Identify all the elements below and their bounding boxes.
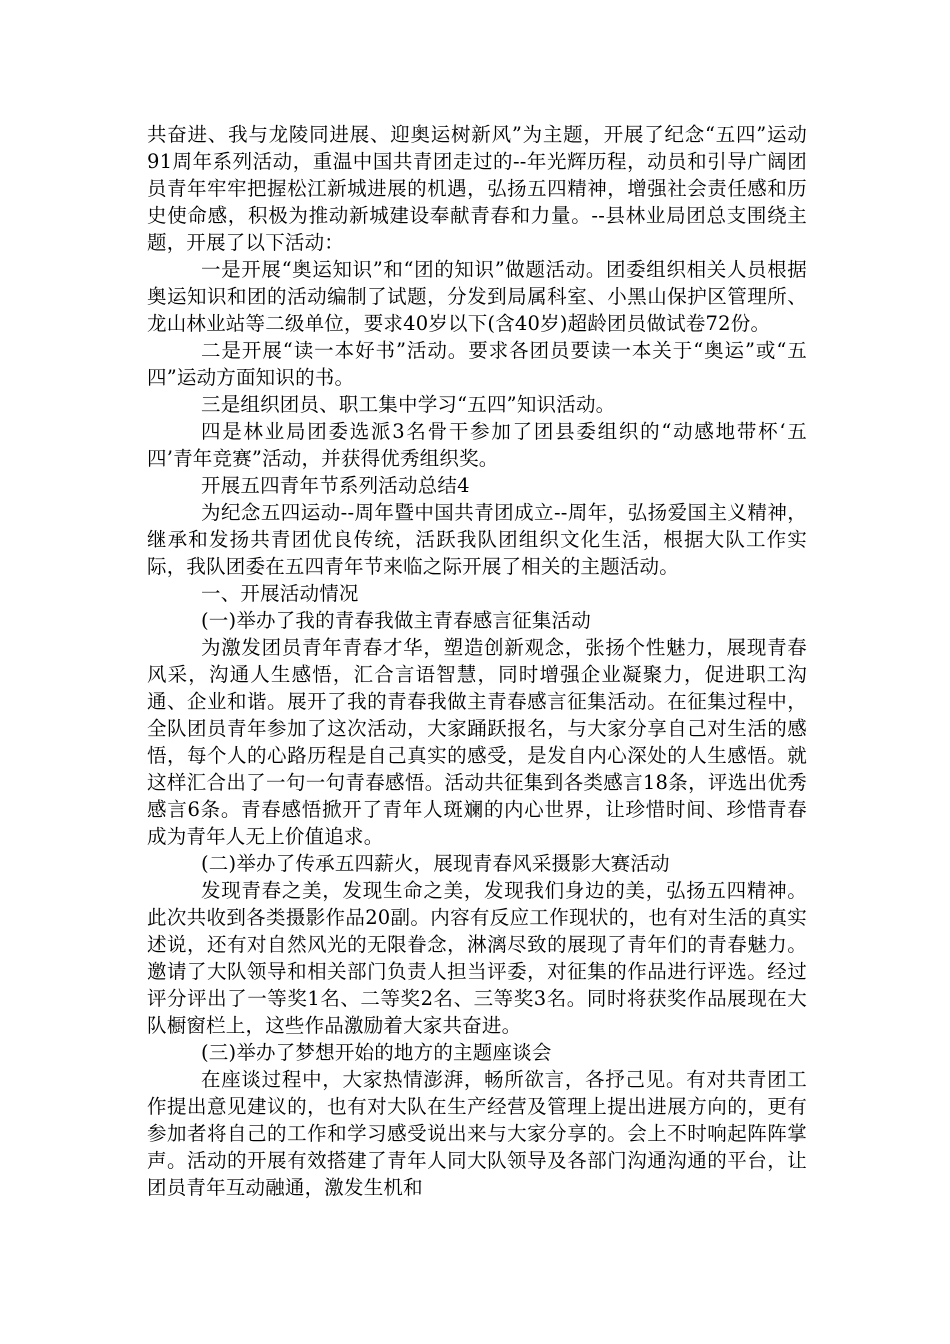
section-heading: 一、开展活动情况 [201, 582, 359, 605]
paragraph: 二是开展“读一本好书”活动。要求各团员要读一本关于“奥运”或“五四”运动方面知识的书。 [147, 339, 807, 389]
paragraph: 发现青春之美，发现生命之美，发现我们身边的美，弘扬五四精神。此次共收到各类摄影作品20副。内容有反应工作现状的，也有对生活的真实述说，还有对自然风光的无限眷念，淋漓尽致的展现了青年们的青春魅力。邀请了大队领导和相关部门负责人担当评委，对征集的作品进行评选。经过评分评出了一等奖1名、二等奖2名、三等奖3名。同时将获奖作品展现在大队橱窗栏上，这些作品激励着大家共奋进。 [147, 879, 807, 1037]
subsection-heading: (一)举办了我的青春我做主青春感言征集活动 [201, 609, 591, 632]
document-body [147, 121, 807, 1201]
paragraph: 三是组织团员、职工集中学习“五四”知识活动。 [201, 393, 616, 416]
paragraph: 共奋进、我与龙陵同进展、迎奥运树新风”为主题，开展了纪念“五四”运动91周年系列活动，重温中国共青团走过的--年光辉历程，动员和引导广阔团员青年牢牢把握松江新城进展的机遇，弘扬五四精神，增强社会责任感和历史使命感，积极为推动新城建设奉献青春和力量。--县林业局团总支围绕主题，开展了以下活动： [147, 123, 807, 254]
paragraph: 一是开展“奥运知识”和“团的知识”做题活动。团委组织相关人员根据奥运知识和团的活动编制了试题，分发到局属科室、小黑山保护区管理所、龙山林业站等二级单位，要求40岁以下(含40岁)超龄团员做试卷72份。 [147, 258, 807, 335]
paragraph: 在座谈过程中，大家热情澎湃，畅所欲言，各抒己见。有对共青团工作提出意见建议的，也有对大队在生产经营及管理上提出进展方向的，更有参加者将自己的工作和学习感受说出来与大家分享的。会上不时响起阵阵掌声。活动的开展有效搭建了青年人同大队领导及各部门沟通沟通的平台，让团员青年互动融通，激发生机和 [147, 1068, 807, 1199]
paragraph: 为激发团员青年青春才华，塑造创新观念，张扬个性魅力，展现青春风采，沟通人生感悟，汇合言语智慧，同时增强企业凝聚力，促进职工沟通、企业和谐。展开了我的青春我做主青春感言征集活动。在征集过程中，全队团员青年参加了这次活动，大家踊跃报名，与大家分享自己对生活的感悟，每个人的心路历程是自己真实的感受，是发自内心深处的人生感悟。就这样汇合出了一句一句青春感悟。活动共征集到各类感言18条，评选出优秀感言6条。青春感悟掀开了青年人斑斓的内心世界，让珍惜时间、珍惜青春成为青年人无上价值追求。 [147, 636, 807, 848]
section-heading: 开展五四青年节系列活动总结4 [201, 474, 470, 497]
subsection-heading: (三)举办了梦想开始的地方的主题座谈会 [201, 1041, 552, 1064]
paragraph: 四是林业局团委选派3名骨干参加了团县委组织的“动感地带杯‘五四’青年竞赛”活动，并获得优秀组织奖。 [147, 420, 807, 470]
paragraph: 为纪念五四运动--周年暨中国共青团成立--周年，弘扬爱国主义精神，继承和发扬共青团优良传统，活跃我队团组织文化生活，根据大队工作实际，我队团委在五四青年节来临之际开展了相关的主题活动。 [147, 501, 807, 578]
subsection-heading: (二)举办了传承五四薪火，展现青春风采摄影大赛活动 [201, 852, 670, 875]
